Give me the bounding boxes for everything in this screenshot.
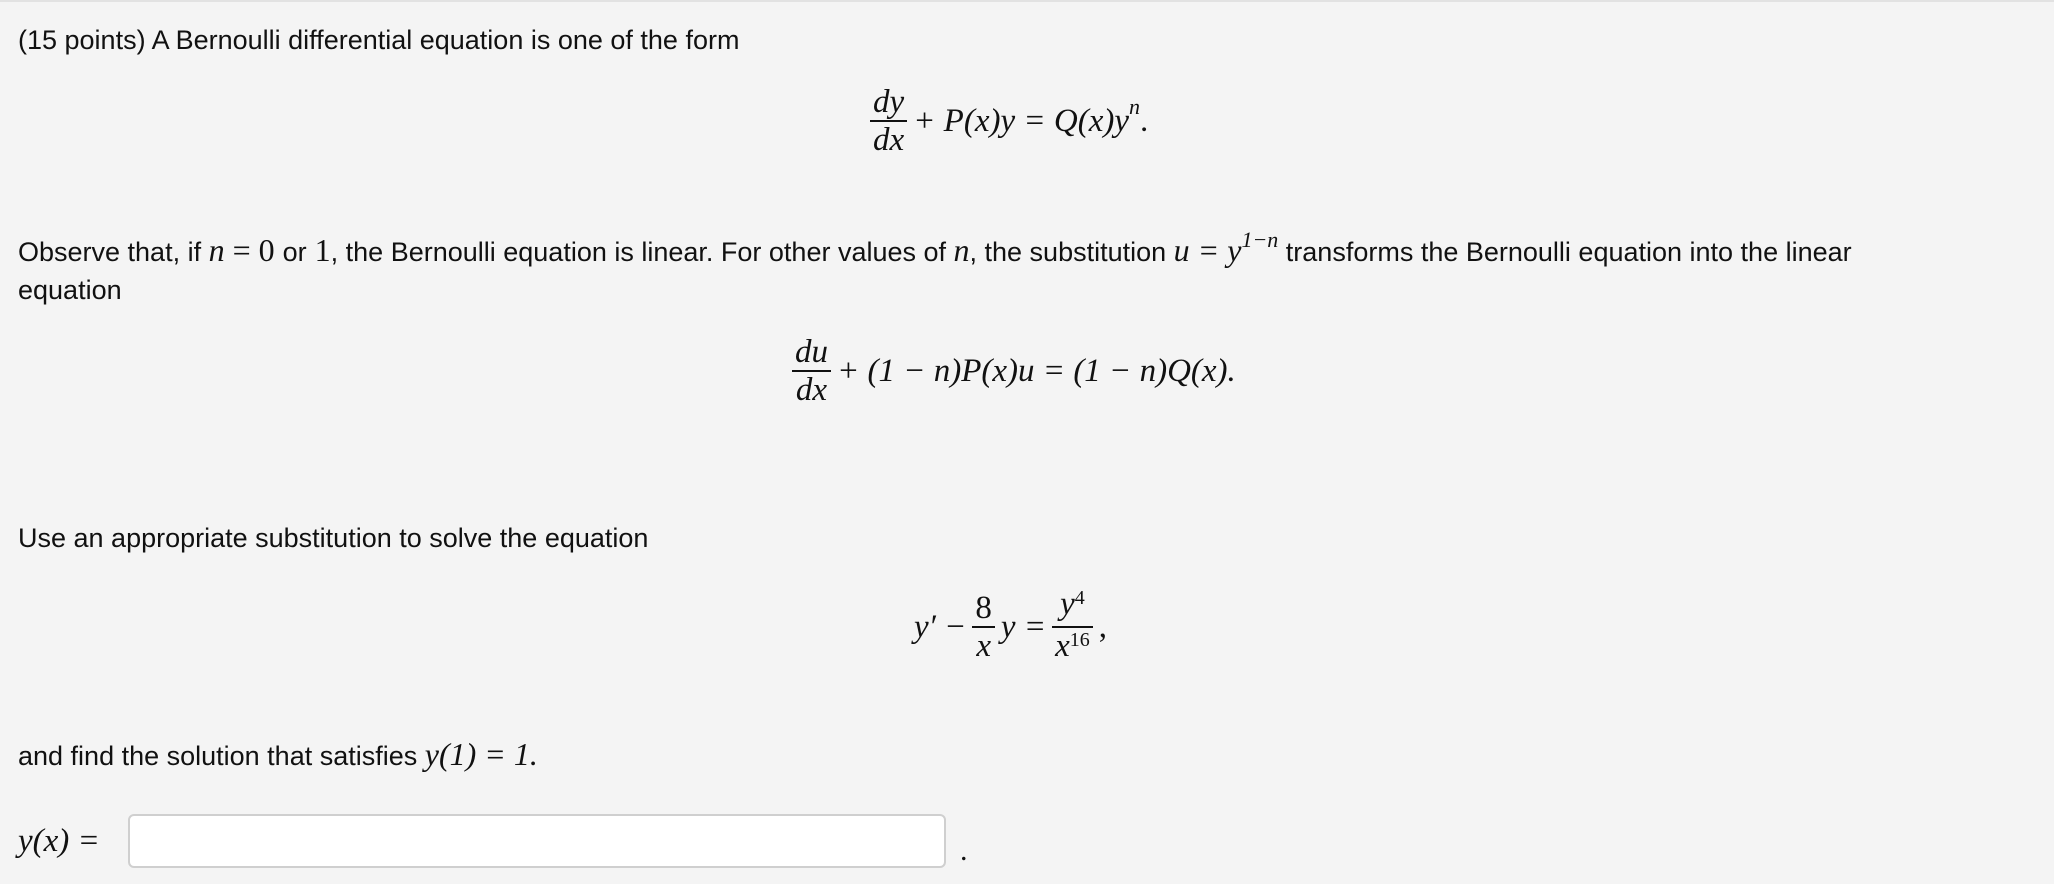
answer-input[interactable] (128, 814, 946, 868)
y-prime-minus: y′ − (914, 608, 967, 645)
exponent-16: 16 (1069, 629, 1090, 651)
use-substitution-text: Use an appropriate substitution to solve the equation (18, 523, 649, 553)
one-value: 1 (306, 232, 331, 268)
equals-y: = y (1189, 232, 1242, 268)
linear-equation (786, 334, 1236, 408)
find-text: and find the solution that satisfies (18, 741, 425, 771)
linear-rhs: + (1 − n)P(x)u = (1 − n)Q(x). (837, 352, 1236, 389)
answer-label: y(x) = (18, 822, 100, 859)
eight-over-x-fraction (972, 590, 995, 664)
y-base: y (1060, 586, 1075, 622)
top-divider (0, 0, 2054, 2)
y4-numerator (1057, 586, 1088, 626)
observe-text-3: , the substitution (969, 237, 1174, 267)
equals-zero: = 0 (224, 232, 283, 268)
period: . (1139, 102, 1149, 139)
bernoulli-rhs: + P(x)y = Q(x)y (913, 102, 1129, 139)
initial-condition-text (18, 734, 538, 776)
du-dx-fraction (792, 334, 831, 408)
x-denominator: x (976, 628, 991, 664)
observe-paragraph-line2: equation (18, 275, 122, 305)
dy-numerator: dy (873, 84, 905, 120)
eight-numerator: 8 (975, 590, 992, 626)
dx-denominator: dx (873, 122, 905, 158)
given-equation (914, 586, 1107, 668)
dy-dx-fraction (870, 84, 907, 158)
exponent-4: 4 (1074, 587, 1085, 609)
var-n-2: n (953, 232, 970, 268)
comma: , (1098, 608, 1107, 645)
observe-text: Observe that, if (18, 237, 209, 267)
var-u: u (1173, 232, 1190, 268)
observe-paragraph-line1 (18, 227, 1852, 274)
exponent-1-n: 1−n (1241, 227, 1279, 252)
var-n: n (208, 232, 225, 268)
observe-text-2: , the Bernoulli equation is linear. For other values of (330, 237, 954, 267)
answer-row (18, 814, 968, 868)
exponent-n: n (1128, 94, 1140, 119)
y-equals: y = (1000, 608, 1047, 645)
dx-denominator: dx (795, 372, 828, 408)
initial-condition: y(1) = 1. (424, 736, 538, 772)
answer-period: . (960, 834, 968, 867)
x-base: x (1055, 628, 1070, 664)
x16-denominator (1052, 628, 1093, 668)
y4-over-x16-fraction (1052, 586, 1093, 668)
bernoulli-equation (864, 84, 1148, 158)
or-text: or (282, 237, 307, 267)
problem-intro: (15 points) A Bernoulli differential equation is one of the form (18, 25, 740, 55)
du-numerator: du (795, 334, 828, 370)
observe-text-4: transforms the Bernoulli equation into the linear (1278, 237, 1852, 267)
